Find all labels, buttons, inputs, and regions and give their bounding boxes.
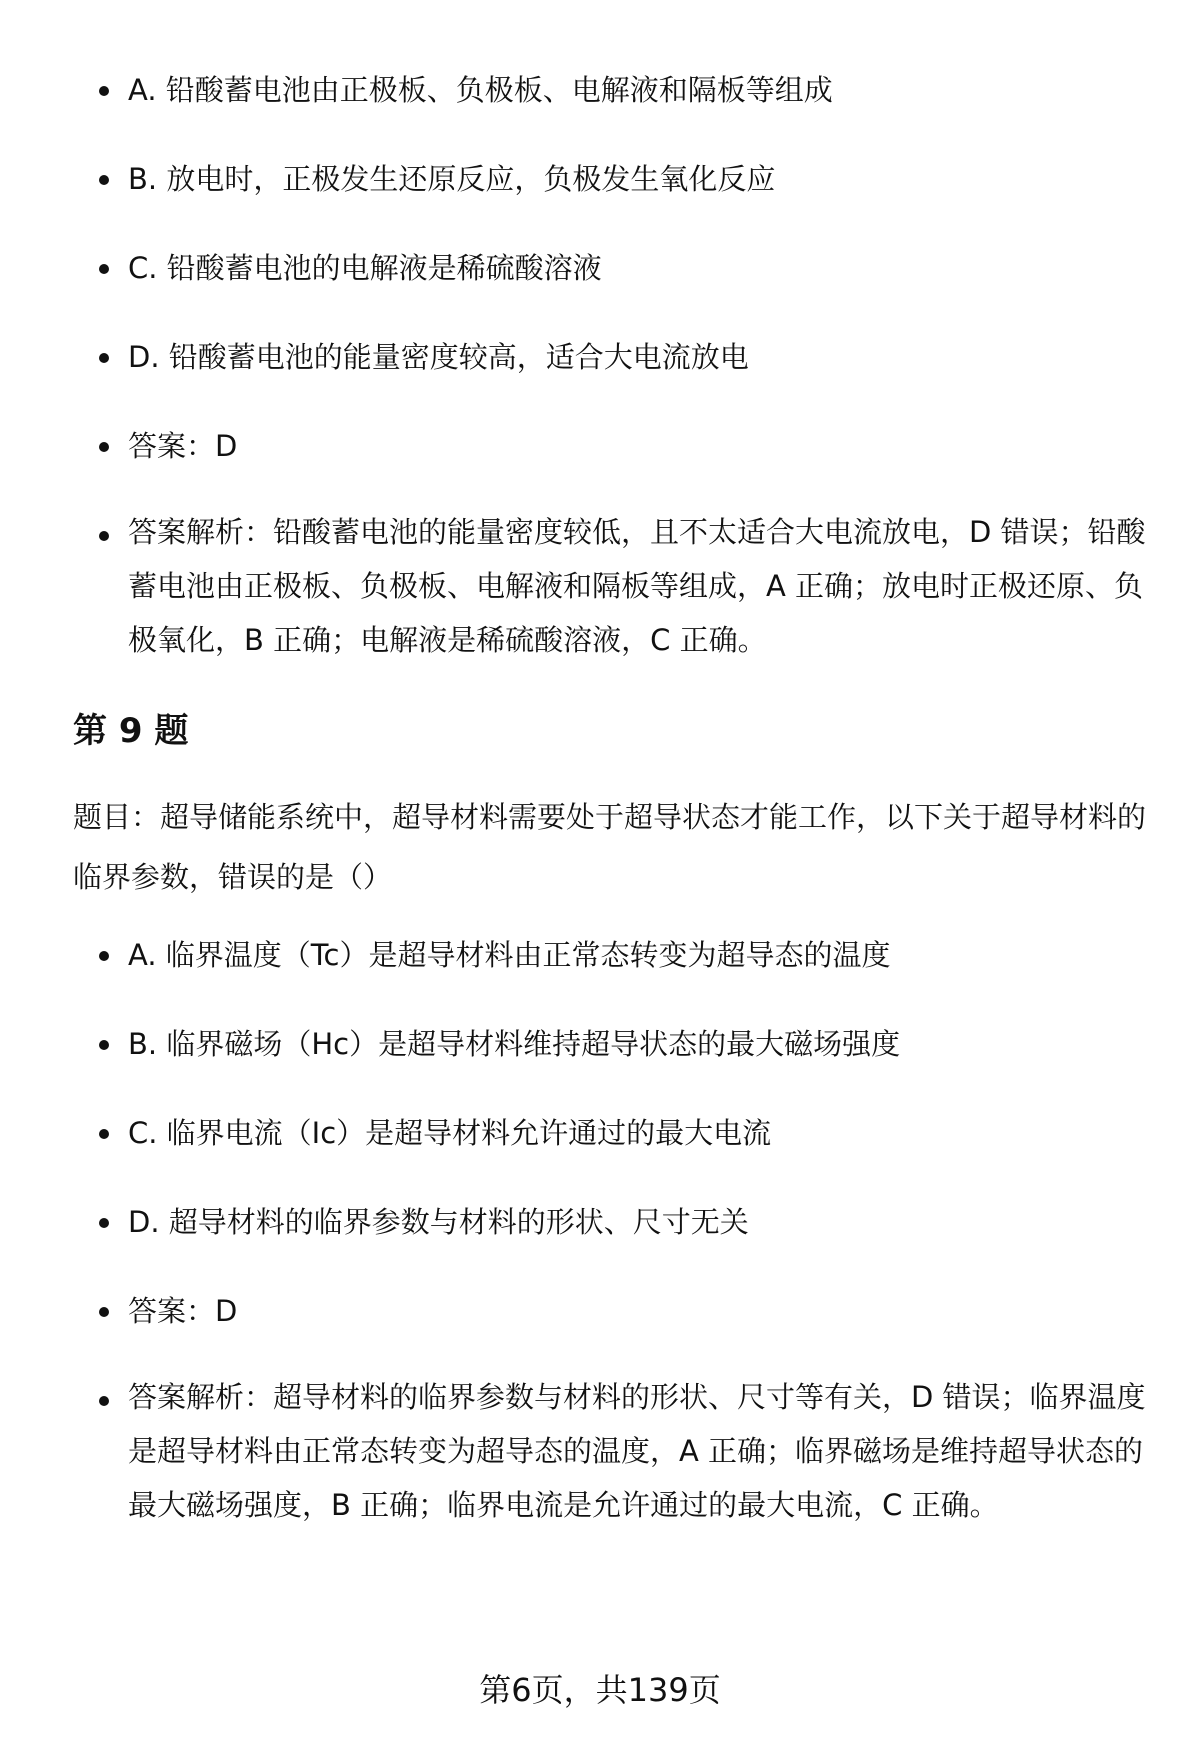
prev-question-list [73,60,1148,667]
answer: 答案：D [73,1281,1148,1341]
option-b: B. 放电时，正极发生还原反应，负极发生氧化反应 [73,149,1148,209]
option-d: D. 超导材料的临界参数与材料的形状、尺寸无关 [73,1192,1148,1252]
option-a: A. 铅酸蓄电池由正极板、负极板、电解液和隔板等组成 [73,60,1148,120]
question-options-list [73,925,1148,1532]
page-number: 第6页，共139页 [479,1671,721,1709]
option-a: A. 临界温度（Tc）是超导材料由正常态转变为超导态的温度 [73,925,1148,985]
option-c: C. 铅酸蓄电池的电解液是稀硫酸溶液 [73,238,1148,298]
answer: 答案：D [73,416,1148,476]
answer-explanation: 答案解析：铅酸蓄电池的能量密度较低，且不太适合大电流放电，D 错误；铅酸蓄电池由正极板、负极板、电解液和隔板等组成，A 正确；放电时正极还原、负极氧化，B 正确；电解液是稀硫酸溶液，C 正确。 [73,505,1148,667]
option-c: C. 临界电流（Ic）是超导材料允许通过的最大电流 [73,1103,1148,1163]
page-content [73,60,1148,1561]
option-b: B. 临界磁场（Hc）是超导材料维持超导状态的最大磁场强度 [73,1014,1148,1074]
option-d: D. 铅酸蓄电池的能量密度较高，适合大电流放电 [73,327,1148,387]
question-stem: 题目：超导储能系统中，超导材料需要处于超导状态才能工作，以下关于超导材料的临界参数，错误的是（） [73,800,1147,894]
answer-explanation: 答案解析：超导材料的临界参数与材料的形状、尺寸等有关，D 错误；临界温度是超导材料由正常态转变为超导态的温度，A 正确；临界磁场是维持超导状态的最大磁场强度，B 正确；临界电流是允许通过的最大电流，C 正确。 [73,1370,1148,1532]
question-heading: 第 9 题 [73,711,189,751]
